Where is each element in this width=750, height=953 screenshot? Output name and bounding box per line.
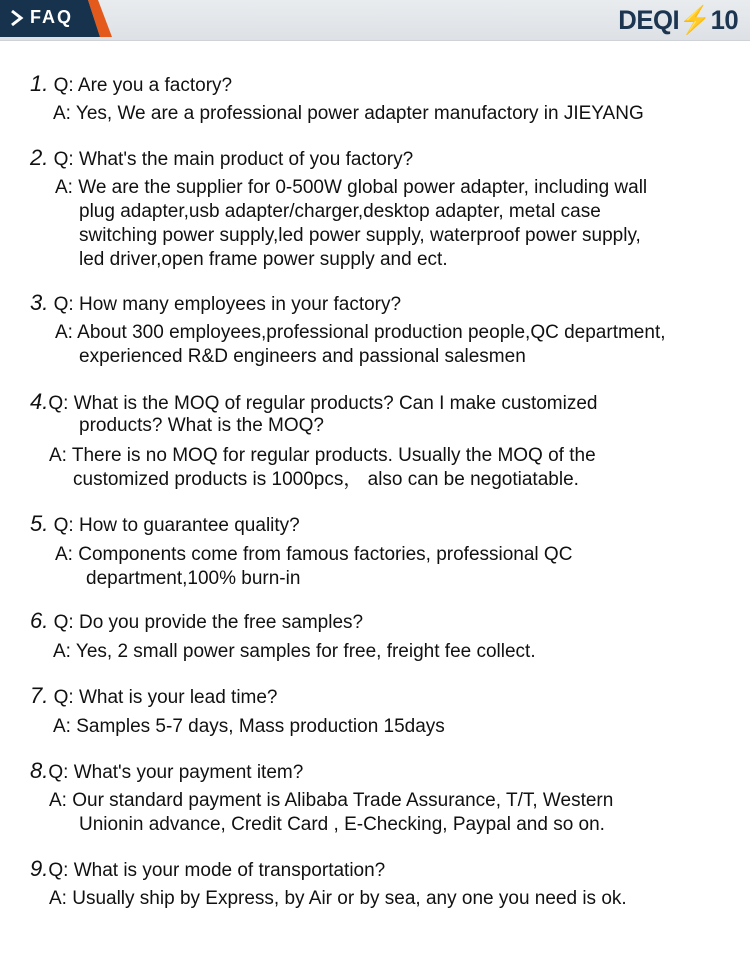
answer-line: experienced R&D engineers and passional salesmen <box>79 346 526 367</box>
faq-question <box>30 609 363 635</box>
answer-line: A: Our standard payment is Alibaba Trade Assurance, T/T, Western <box>49 790 614 811</box>
question-text: Q: What's your payment item? <box>48 762 304 783</box>
faq-question <box>30 72 232 98</box>
faq-answer <box>53 102 644 126</box>
question-number: 5. <box>30 511 49 536</box>
faq-answer <box>49 444 596 492</box>
question-text: Q: What is the MOQ of regular products? Can I make customized <box>48 393 598 414</box>
question-number: 4. <box>30 389 49 414</box>
answer-line: led driver,open frame power supply and ect. <box>79 249 448 270</box>
faq-question-continued <box>79 414 324 438</box>
logo-text: DEQI <box>618 5 679 35</box>
answer-line: customized products is 1000pcs， also can be negotiatable. <box>73 469 579 490</box>
faq-question <box>30 146 413 172</box>
question-number: 3. <box>30 290 49 315</box>
question-text: Q: Are you a factory? <box>48 75 233 96</box>
faq-answer <box>49 887 627 911</box>
question-text: Q: Do you provide the free samples? <box>48 612 364 633</box>
faq-question <box>30 684 278 710</box>
question-number: 9. <box>30 856 49 881</box>
brand-logo <box>618 6 738 34</box>
question-number: 8. <box>30 758 49 783</box>
question-text: Q: What is your mode of transportation? <box>48 860 386 881</box>
answer-line: Unionin advance, Credit Card , E-Checking, Paypal and so on. <box>79 814 605 835</box>
question-number: 7. <box>30 683 49 708</box>
faq-answer <box>55 176 647 272</box>
question-text: products? What is the MOQ? <box>79 415 324 436</box>
question-number: 1. <box>30 71 49 96</box>
answer-line: switching power supply,led power supply, waterproof power supply, <box>79 225 641 246</box>
chevron-right-icon <box>9 9 25 27</box>
logo-text-suffix: 10 <box>710 5 738 35</box>
faq-question <box>30 857 385 883</box>
answer-line: A: Samples 5-7 days, Mass production 15days <box>53 716 445 737</box>
faq-answer <box>55 543 572 591</box>
question-text: Q: What's the main product of you factory? <box>48 149 414 170</box>
question-text: Q: How many employees in your factory? <box>48 294 402 315</box>
answer-line: A: There is no MOQ for regular products. Usually the MOQ of the <box>49 445 596 466</box>
answer-line: A: Usually ship by Express, by Air or by sea, any one you need is ok. <box>49 888 627 909</box>
question-number: 6. <box>30 608 49 633</box>
faq-answer <box>49 789 613 837</box>
answer-line: department,100% burn-in <box>86 568 301 589</box>
answer-line: A: About 300 employees,professional production people,QC department, <box>55 322 666 343</box>
faq-tab-label: FAQ <box>30 7 74 27</box>
answer-line: A: Yes, 2 small power samples for free, freight fee collect. <box>53 641 536 662</box>
faq-question <box>30 759 303 785</box>
faq-question <box>30 512 300 538</box>
answer-line: A: Components come from famous factories, professional QC <box>55 544 573 565</box>
answer-line: plug adapter,usb adapter/charger,desktop adapter, metal case <box>79 201 601 222</box>
header-bar <box>0 0 750 41</box>
logo-bolt-icon: ⚡ <box>678 5 711 35</box>
answer-line: A: We are the supplier for 0-500W global power adapter, including wall <box>55 177 648 198</box>
faq-answer <box>55 321 666 369</box>
question-text: Q: What is your lead time? <box>48 687 278 708</box>
faq-answer <box>53 640 536 664</box>
question-text: Q: How to guarantee quality? <box>48 515 300 536</box>
faq-question <box>30 390 597 416</box>
faq-question <box>30 291 401 317</box>
question-number: 2. <box>30 145 49 170</box>
faq-answer <box>53 715 445 739</box>
answer-line: A: Yes, We are a professional power adapter manufactory in JIEYANG <box>53 103 644 124</box>
